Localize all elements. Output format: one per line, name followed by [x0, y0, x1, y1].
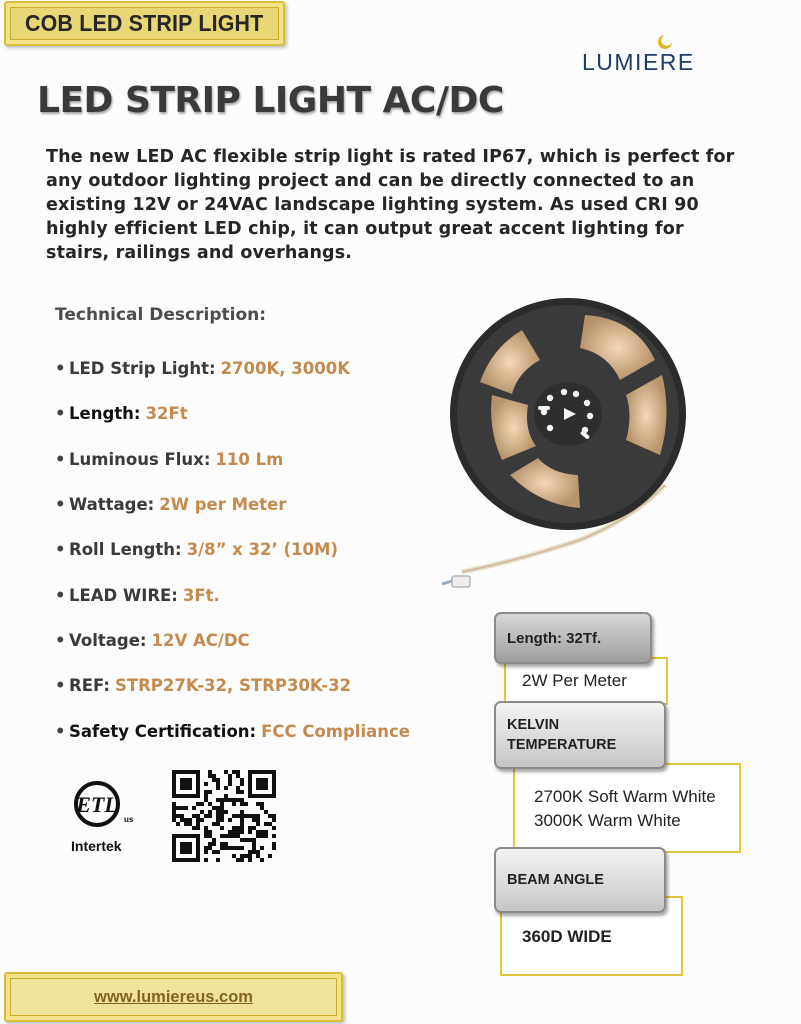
bullet-icon: • — [55, 449, 66, 469]
spec-item — [55, 482, 410, 527]
page-title: LED STRIP LIGHT AC/DC — [37, 80, 504, 121]
bullet-icon: • — [55, 630, 66, 650]
spec-label: Voltage: — [69, 630, 147, 650]
spec-value: FCC Compliance — [261, 721, 410, 741]
qr-code — [172, 770, 276, 862]
spec-value: 3/8” x 32’ (10M) — [186, 540, 338, 560]
kelvin-values-callout — [513, 763, 741, 853]
spec-item — [55, 572, 410, 617]
specs-list — [55, 346, 410, 754]
spec-value: 2W per Meter — [159, 495, 287, 515]
spec-label: LED Strip Light: — [69, 359, 216, 379]
spec-label: Safety Certification: — [69, 721, 257, 741]
spec-label: LEAD WIRE: — [69, 585, 178, 605]
kelvin-value-1: 2700K Soft Warm White — [534, 787, 716, 806]
header-badge — [4, 1, 285, 46]
spec-value: STRP27K-32, STRP30K-32 — [114, 676, 352, 696]
brand-logo — [576, 33, 710, 77]
bullet-icon: • — [55, 495, 66, 515]
kelvin-label-callout — [494, 701, 666, 769]
spec-value: 3Ft. — [182, 585, 220, 605]
length-callout-text: Length: 32Tf. — [507, 629, 602, 647]
footer-bar-inner — [10, 978, 337, 1016]
spec-item — [55, 527, 410, 572]
beam-label-text: BEAM ANGLE — [507, 872, 604, 888]
footer-bar — [4, 972, 343, 1022]
kelvin-value-2: 3000K Warm White — [534, 811, 681, 830]
spec-value: 110 Lm — [215, 449, 284, 469]
bullet-icon: • — [55, 540, 66, 560]
intro-paragraph: The new LED AC flexible strip light is rated IP67, which is perfect for any outdoor lighting project and can be directly connected to an existing 12V or 24VAC landscape lighting system. As used CRI 90 highly efficient LED chip, it can output great accent lighting for stairs, railings and overhangs. — [46, 147, 735, 263]
spec-item — [55, 618, 410, 663]
header-badge-text: COB LED STRIP LIGHT — [25, 10, 264, 36]
spec-label: REF: — [69, 676, 110, 696]
etl-intertek-logo — [69, 778, 149, 858]
bullet-icon: • — [55, 721, 66, 741]
spec-label: Luminous Flux: — [69, 449, 211, 469]
beam-label-callout — [494, 847, 666, 913]
spec-label: Wattage: — [69, 495, 155, 515]
svg-text:ETL: ETL — [76, 792, 118, 817]
wattage-callout — [504, 657, 668, 705]
spec-item — [55, 346, 410, 391]
header-badge-inner — [10, 7, 279, 40]
spec-label: Length: — [69, 404, 141, 424]
svg-text:us: us — [124, 815, 134, 824]
spec-item — [55, 708, 410, 753]
website-link[interactable]: www.lumiereus.com — [94, 987, 253, 1006]
brand-name: LUMIERE — [582, 49, 695, 75]
spec-value: 32Ft — [145, 404, 188, 424]
svg-text:Intertek: Intertek — [71, 838, 122, 854]
bullet-icon: • — [55, 404, 66, 424]
spec-value: 2700K, 3000K — [220, 359, 350, 379]
beam-value-text: 360D WIDE — [522, 927, 612, 946]
bullet-icon: • — [55, 585, 66, 605]
specs-heading: Technical Description: — [55, 305, 267, 325]
led-strip-reel-photo — [440, 290, 705, 595]
spec-value: 12V AC/DC — [151, 630, 250, 650]
kelvin-label-text: KELVIN TEMPERATURE — [507, 717, 617, 753]
bullet-icon: • — [55, 359, 66, 379]
spec-item — [55, 437, 410, 482]
spec-label: Roll Length: — [69, 540, 182, 560]
spec-item — [55, 663, 410, 708]
length-callout — [494, 612, 652, 664]
bullet-icon: • — [55, 676, 66, 696]
spec-item — [55, 391, 410, 436]
wattage-callout-text: 2W Per Meter — [522, 671, 627, 690]
